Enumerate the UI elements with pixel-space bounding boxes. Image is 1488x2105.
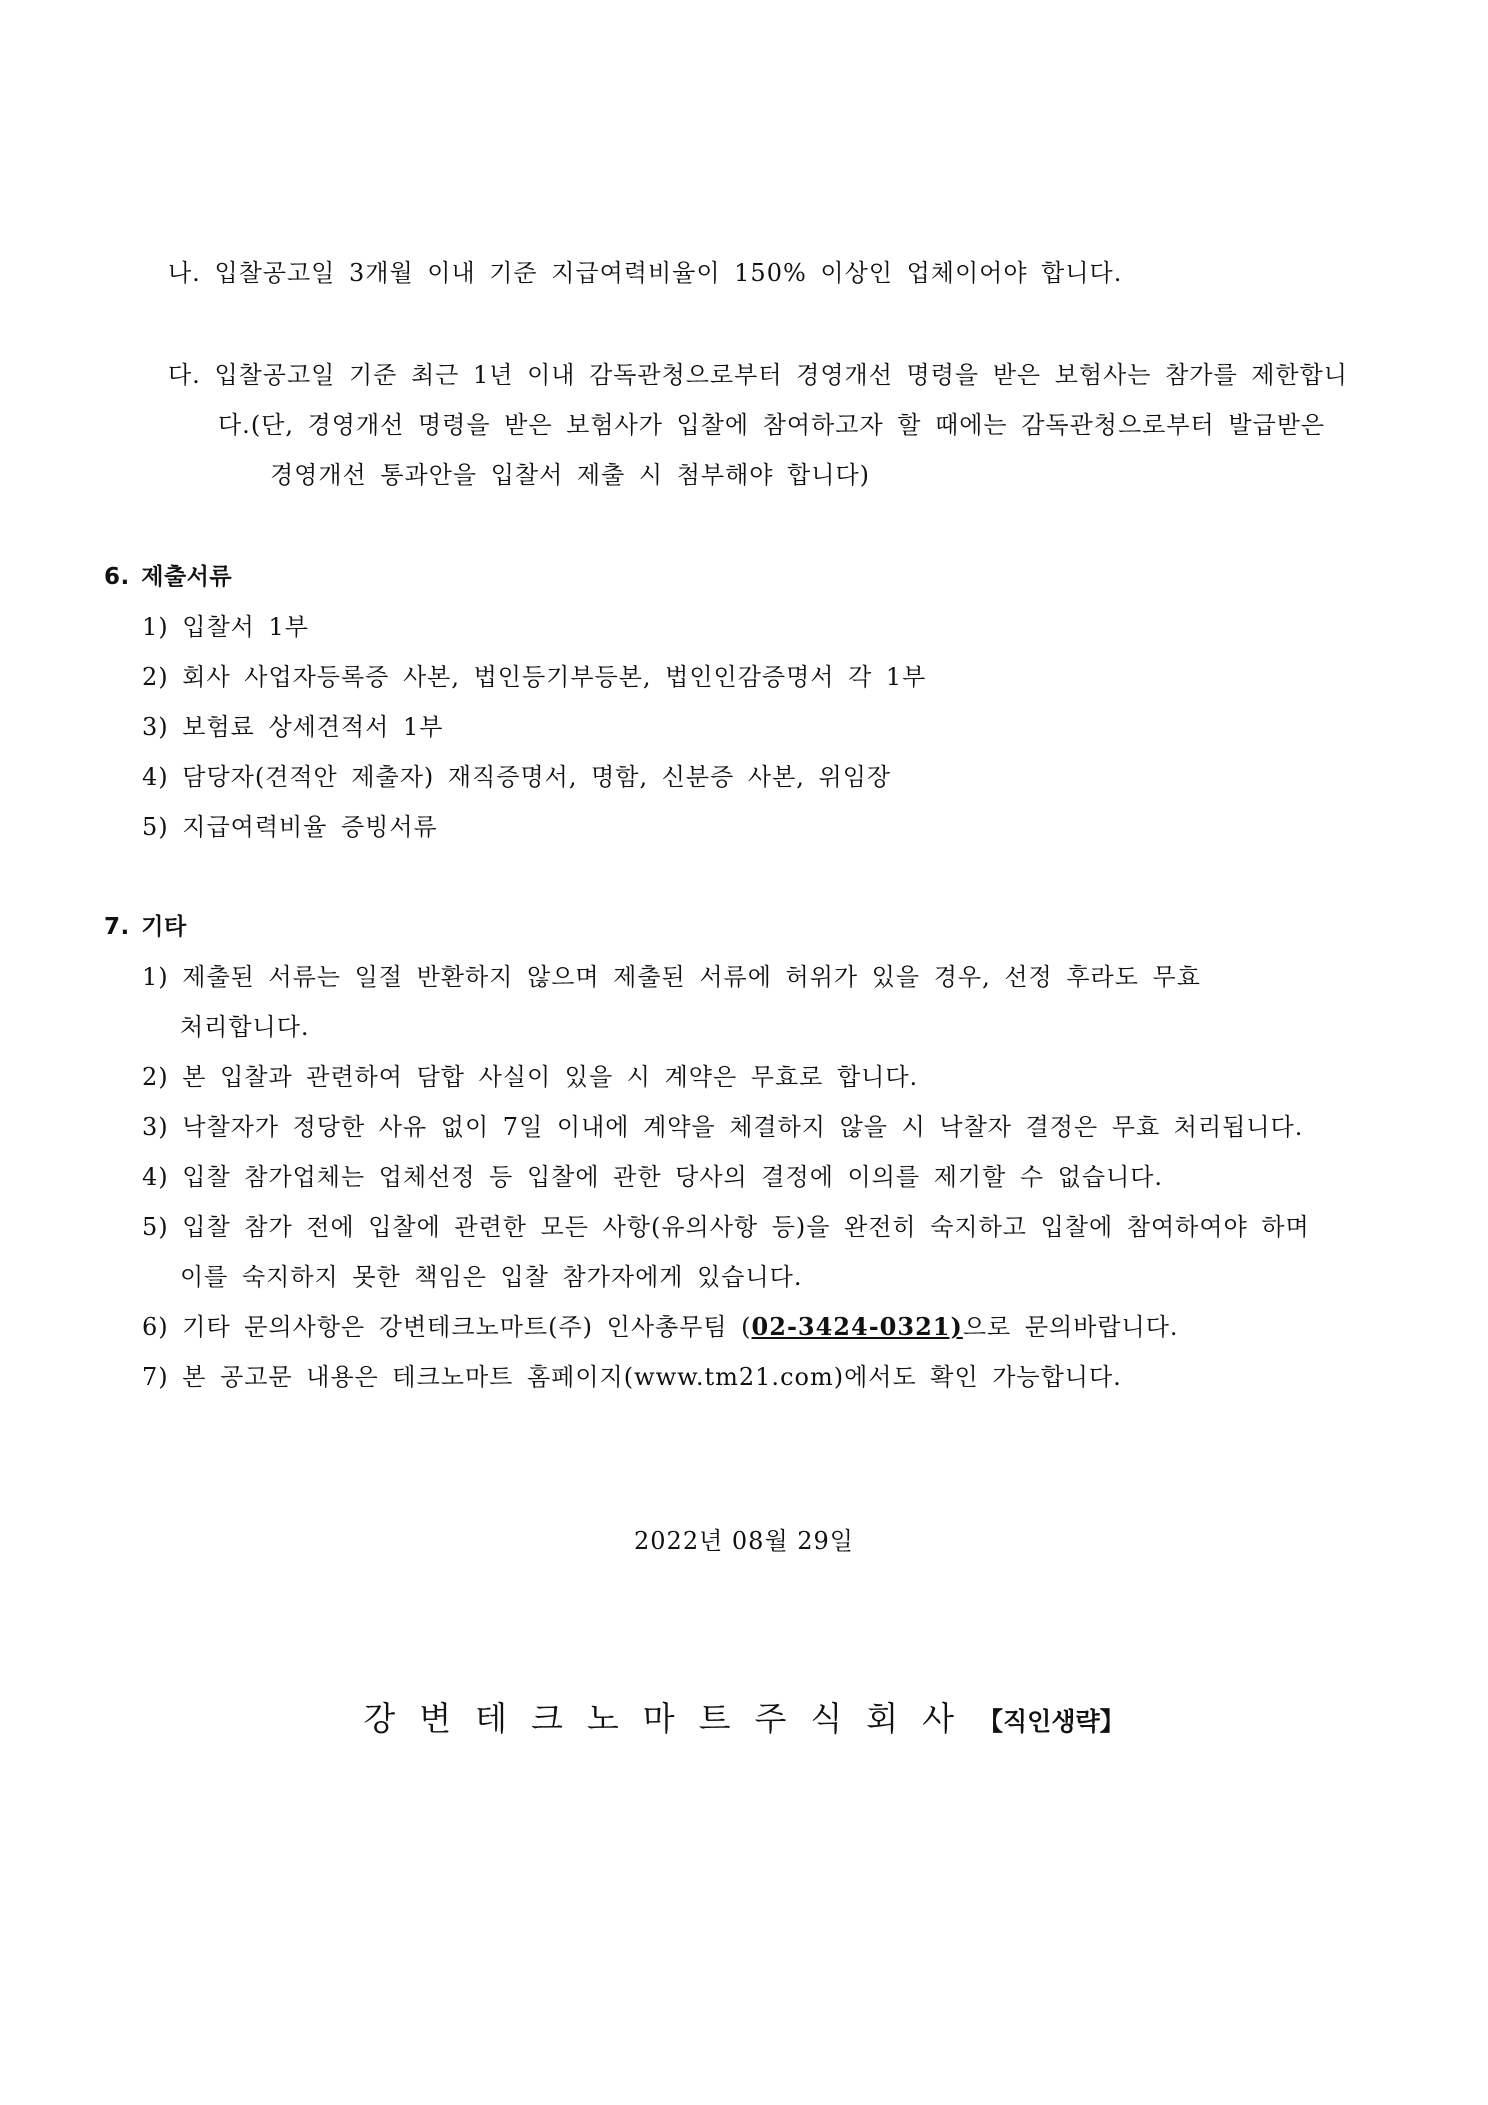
section7-heading: 7. 기타 <box>104 914 187 940</box>
section7-item1-line1: 1) 제출된 서류는 일절 반환하지 않으며 제출된 서류에 허위가 있을 경우, 선정 후라도 무효 <box>142 963 1201 991</box>
section7-item6-suffix: 으로 문의바랍니다. <box>962 1313 1179 1341</box>
condition-na: 나. 입찰공고일 3개월 이내 기준 지급여력비율이 150% 이상인 업체이어야 합니다. <box>168 259 1123 287</box>
seal-omitted-note: 【직인생략】 <box>978 1707 1125 1736</box>
company-name: 강변테크노마트주식회사 <box>363 1699 979 1738</box>
section6-heading: 6. 제출서류 <box>104 564 233 590</box>
section6-item: 3) 보험료 상세견적서 1부 <box>142 713 444 741</box>
section7-item5-line2: 이를 숙지하지 못한 책임은 입찰 참가자에게 있습니다. <box>180 1263 803 1291</box>
section6-item: 1) 입찰서 1부 <box>142 613 309 641</box>
section6-item: 5) 지급여력비율 증빙서류 <box>142 813 438 841</box>
contact-phone: 02-3424-0321) <box>751 1312 963 1341</box>
section7-item5-line1: 5) 입찰 참가 전에 입찰에 관련한 모든 사항(유의사항 등)을 완전히 숙지하고 입찰에 참여하여야 하며 <box>142 1213 1310 1241</box>
section7-item6 <box>142 1310 1179 1344</box>
section7-item6-text: 6) 기타 문의사항은 강변테크노마트(주) 인사총무팀 ( <box>142 1313 752 1341</box>
condition-da-line3: 경영개선 통과안을 입찰서 제출 시 첨부해야 합니다) <box>270 461 870 489</box>
section7-item1-line2: 처리합니다. <box>180 1013 310 1041</box>
condition-da-line2: 다.(단, 경영개선 명령을 받은 보험사가 입찰에 참여하고자 할 때에는 감독관청으로부터 발급받은 <box>218 411 1326 439</box>
section7-item4: 4) 입찰 참가업체는 업체선정 등 입찰에 관한 당사의 결정에 이의를 제기할 수 없습니다. <box>142 1163 1164 1191</box>
section7-item7: 7) 본 공고문 내용은 테크노마트 홈페이지(www.tm21.com)에서도 확인 가능합니다. <box>142 1363 1122 1391</box>
section7-item3: 3) 낙찰자가 정당한 사유 없이 7일 이내에 계약을 체결하지 않을 시 낙찰자 결정은 무효 처리됩니다. <box>142 1113 1304 1141</box>
section7-item2: 2) 본 입찰과 관련하여 담합 사실이 있을 시 계약은 무효로 합니다. <box>142 1063 919 1091</box>
section6-item: 4) 담당자(견적안 제출자) 재직증명서, 명함, 신분증 사본, 위임장 <box>142 763 892 791</box>
condition-da-line1: 다. 입찰공고일 기준 최근 1년 이내 감독관청으로부터 경영개선 명령을 받은 보험사는 참가를 제한합니 <box>168 361 1348 389</box>
section6-item: 2) 회사 사업자등록증 사본, 법인등기부등본, 법인인감증명서 각 1부 <box>142 663 927 691</box>
notice-date: 2022년 08월 29일 <box>634 1527 854 1555</box>
company-signature <box>0 1696 1488 1745</box>
